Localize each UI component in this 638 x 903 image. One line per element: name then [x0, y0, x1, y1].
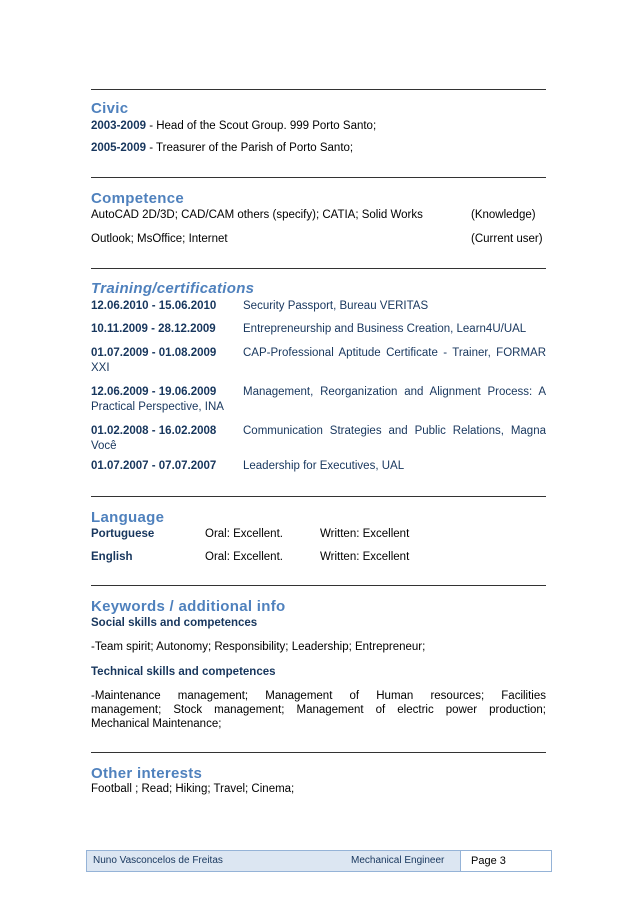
social-skills-title: Social skills and competences [91, 617, 258, 629]
technical-skills-line: management; Stock management; Management of electric power production; [91, 704, 546, 716]
section-divider [91, 496, 546, 497]
footer-page-box [460, 850, 552, 872]
page-footer [86, 850, 552, 872]
competence-level: (Current user) [471, 233, 543, 245]
technical-skills-line: -Maintenance management; Management of Human resources; Facilities [91, 690, 546, 702]
language-heading: Language [91, 509, 165, 526]
social-skills-text: -Team spirit; Autonomy; Responsibility; Leadership; Entrepreneur; [91, 641, 426, 653]
section-divider [91, 268, 546, 269]
civic-item: 2005-2009 - Treasurer of the Parish of Porto Santo; [91, 142, 354, 154]
language-oral: Oral: Excellent. [205, 528, 283, 540]
footer-author: Nuno Vasconcelos de Freitas [93, 855, 223, 866]
page-number: Page 3 [471, 855, 506, 867]
language-written: Written: Excellent [320, 551, 410, 563]
footer-role: Mechanical Engineer [351, 855, 445, 866]
competence-heading: Competence [91, 190, 185, 207]
language-oral: Oral: Excellent. [205, 551, 283, 563]
technical-skills-line: Mechanical Maintenance; [91, 718, 222, 730]
interests-text: Football ; Read; Hiking; Travel; Cinema; [91, 783, 295, 795]
language-written: Written: Excellent [320, 528, 410, 540]
section-divider [91, 177, 546, 178]
section-divider [91, 585, 546, 586]
civic-heading: Civic [91, 100, 129, 117]
interests-heading: Other interests [91, 765, 203, 782]
competence-level: (Knowledge) [471, 209, 536, 221]
keywords-heading: Keywords / additional info [91, 598, 286, 615]
section-divider [91, 752, 546, 753]
language-name: Portuguese [91, 528, 155, 540]
technical-skills-title: Technical skills and competences [91, 666, 276, 678]
competence-item: AutoCAD 2D/3D; CAD/CAM others (specify); CATIA; Solid Works [91, 209, 423, 221]
competence-item: Outlook; MsOffice; Internet [91, 233, 228, 245]
civic-item: 2003-2009 - Head of the Scout Group. 999 Porto Santo; [91, 120, 377, 132]
section-divider [91, 89, 546, 90]
language-name: English [91, 551, 133, 563]
training-heading: Training/certifications [91, 280, 255, 297]
